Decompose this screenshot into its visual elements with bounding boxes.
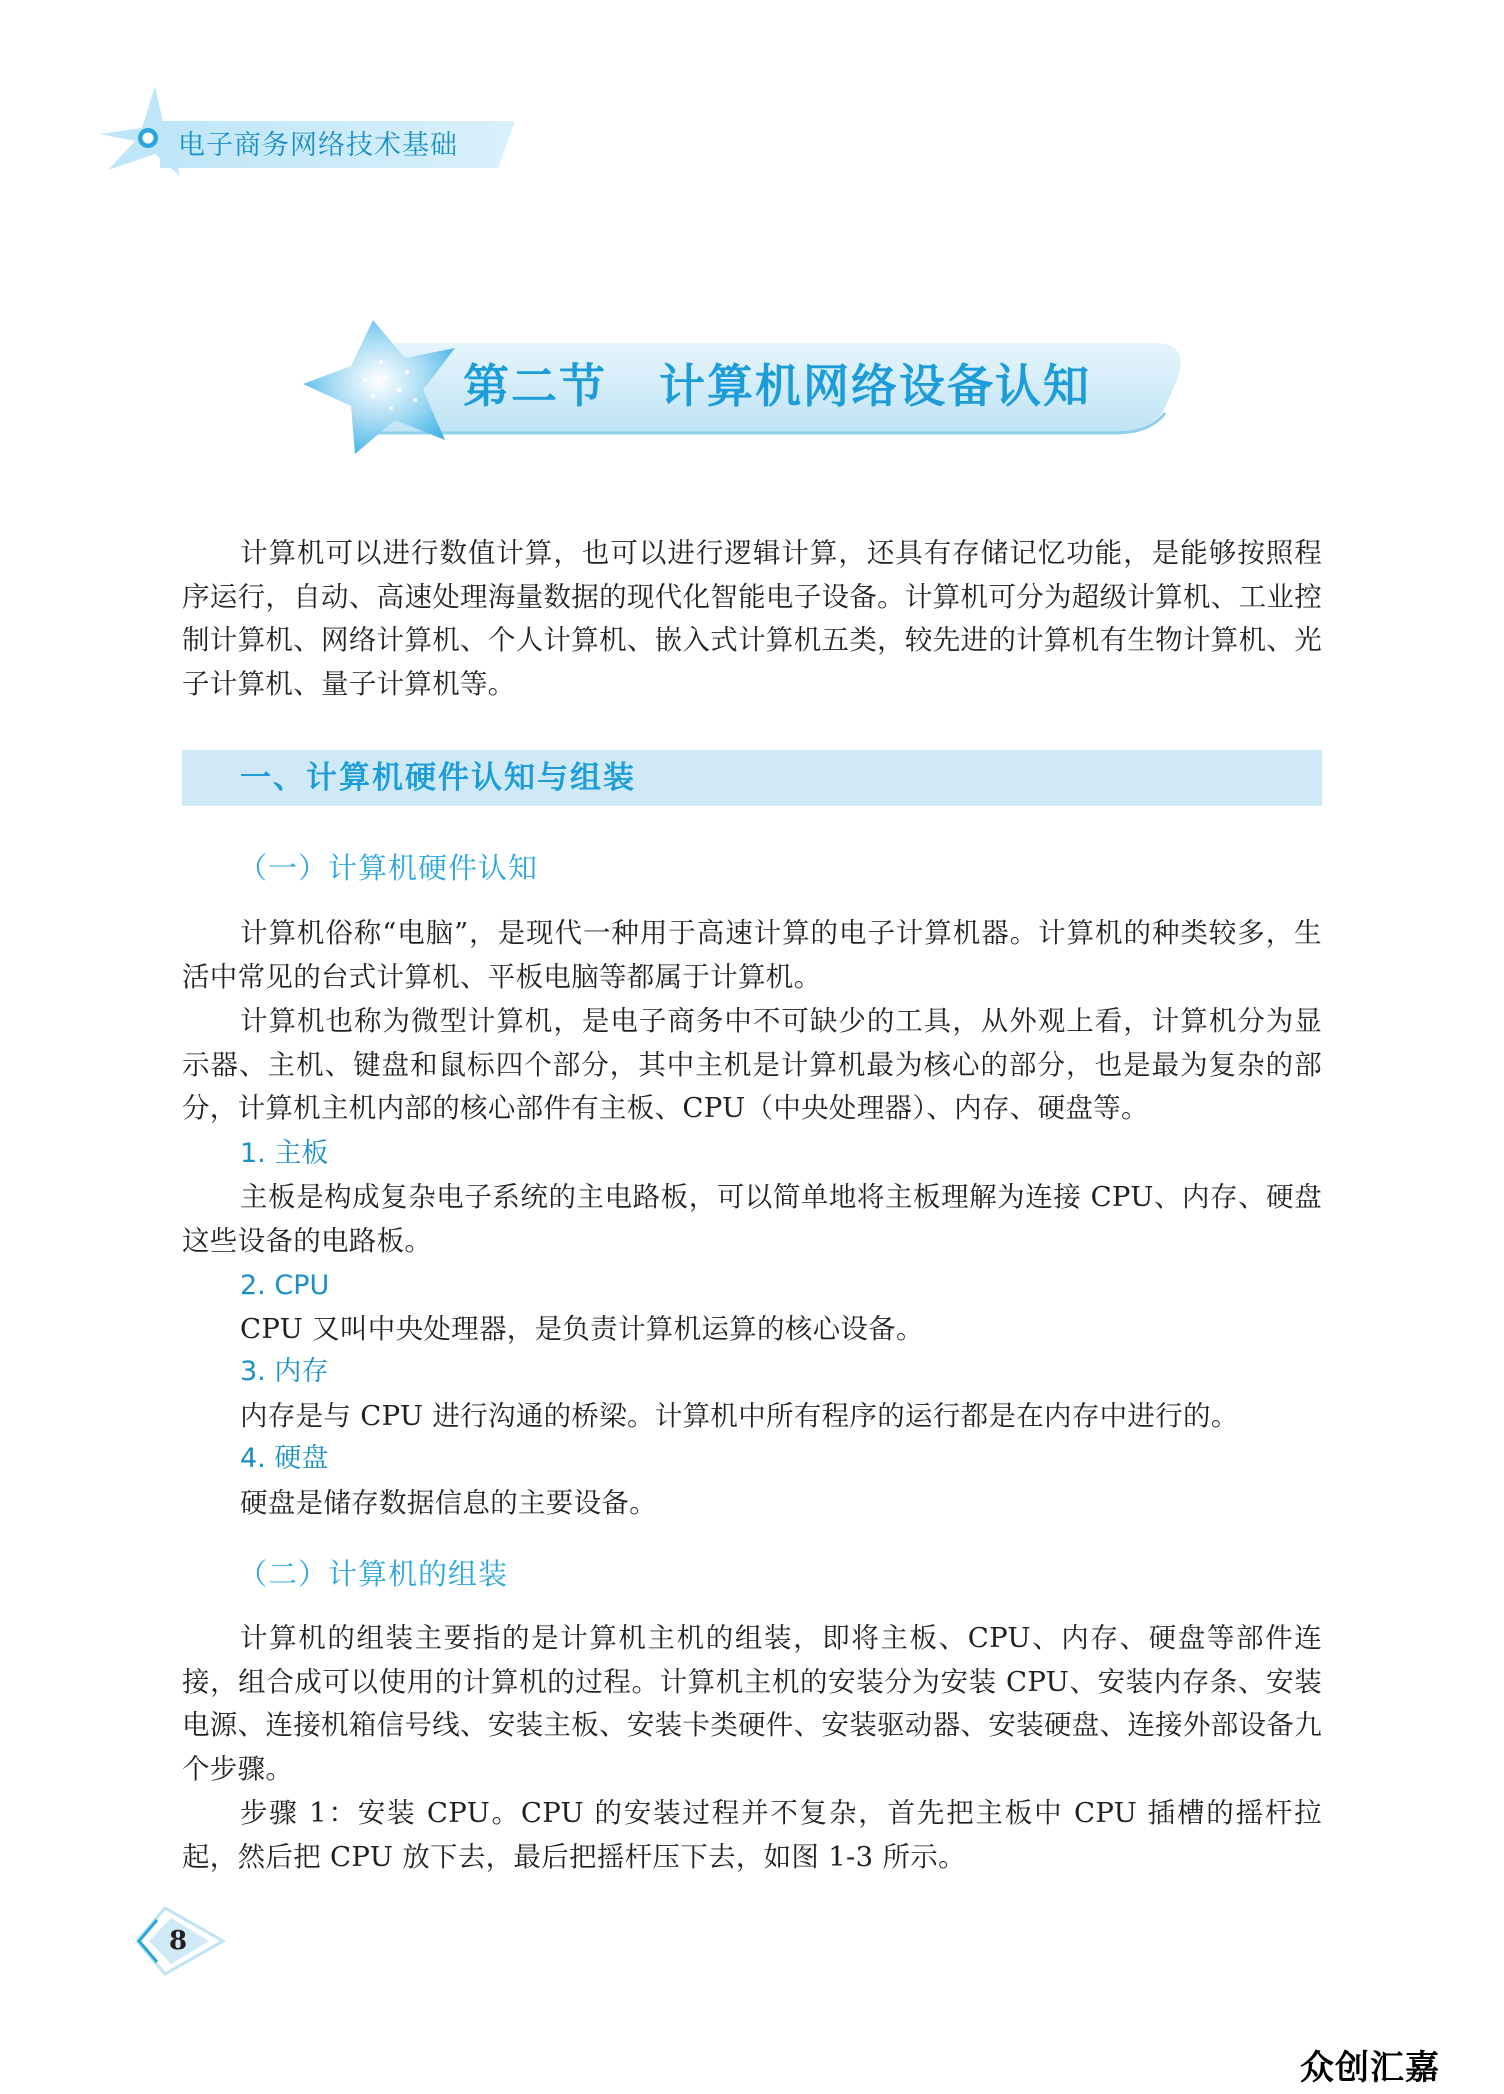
item-3-text: 内存是与 CPU 进行沟通的桥梁。计算机中所有程序的运行都是在内存中进行的。 bbox=[240, 1400, 1239, 1432]
item-2-text: CPU 又叫中央处理器，是负责计算机运算的核心设备。 bbox=[240, 1313, 924, 1345]
item-4-text: 硬盘是储存数据信息的主要设备。 bbox=[240, 1487, 657, 1519]
item-2-title: 2. CPU bbox=[240, 1270, 330, 1301]
section-title bbox=[463, 352, 1091, 420]
subsection-1-title: （一）计算机硬件认知 bbox=[238, 851, 539, 885]
watermark-text: 众创汇嘉 bbox=[1300, 2048, 1440, 2088]
item-1-title: 1. 主板 bbox=[240, 1138, 329, 1169]
heading1-title: 一、计算机硬件认知与组装 bbox=[240, 760, 636, 796]
subsection-2-title: （二）计算机的组装 bbox=[238, 1557, 509, 1591]
subsection-2-paragraph-2: 步骤 1：安装 CPU。CPU 的安装过程并不复杂，首先把主板中 CPU 插槽的摇杆拉起，然后把 CPU 放下去，最后把摇杆压下去，如图 1-3 所示。 bbox=[182, 1797, 1322, 1873]
item-3-title: 3. 内存 bbox=[240, 1356, 329, 1387]
running-header-title: 电子商务网络技术基础 bbox=[178, 130, 458, 161]
page-number: 8 bbox=[168, 1926, 188, 1956]
section-number: 第二节 bbox=[463, 359, 607, 413]
item-1-text: 主板是构成复杂电子系统的主电路板，可以简单地将主板理解为连接 CPU、内存、硬盘这些设备的电路板。 bbox=[182, 1181, 1322, 1257]
subsection-1-paragraph-1: 计算机俗称“电脑”，是现代一种用于高速计算的电子计算机器。计算机的种类较多，生活中常见的台式计算机、平板电脑等都属于计算机。 bbox=[182, 917, 1322, 993]
subsection-2-paragraph-1: 计算机的组装主要指的是计算机主机的组装，即将主板、CPU、内存、硬盘等部件连接，组合成可以使用的计算机的过程。计算机主机的安装分为安装 CPU、安装内存条、安装电源、连接机箱信号线、安装主板、安装卡类硬件、安装驱动器、安装硬盘、连接外部设备九个步骤。 bbox=[182, 1622, 1322, 1785]
section-name: 计算机网络设备认知 bbox=[659, 359, 1091, 413]
subsection-1-paragraph-2: 计算机也称为微型计算机，是电子商务中不可缺少的工具，从外观上看，计算机分为显示器、主机、键盘和鼠标四个部分，其中主机是计算机最为核心的部分，也是最为复杂的部分，计算机主机内部的核心部件有主板、CPU（中央处理器）、内存、硬盘等。 bbox=[182, 1005, 1322, 1124]
item-4-title: 4. 硬盘 bbox=[240, 1443, 329, 1474]
intro-paragraph: 计算机可以进行数值计算，也可以进行逻辑计算，还具有存储记忆功能，是能够按照程序运行，自动、高速处理海量数据的现代化智能电子设备。计算机可分为超级计算机、工业控制计算机、网络计算机、个人计算机、嵌入式计算机五类，较先进的计算机有生物计算机、光子计算机、量子计算机等。 bbox=[182, 537, 1322, 700]
